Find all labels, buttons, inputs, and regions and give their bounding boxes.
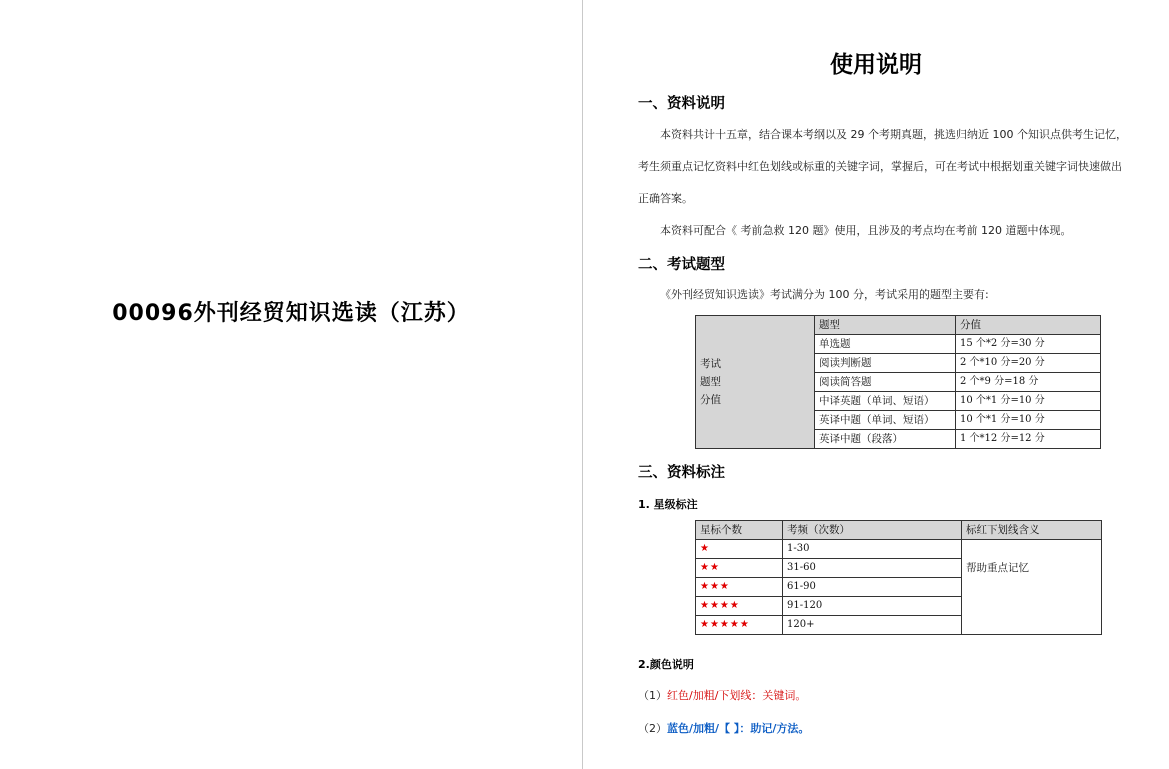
subheading-stars: 1. 星级标注 xyxy=(638,498,698,511)
star-rating: ★★★ xyxy=(696,578,783,597)
type-cell: 阅读判断题 xyxy=(815,354,956,373)
score-cell: 2 个*9 分=18 分 xyxy=(956,373,1101,392)
red-note-text: 红色/加粗/下划线：关键词。 xyxy=(667,689,807,702)
star-rating: ★★ xyxy=(696,559,783,578)
exam-intro: 《外刊经贸知识选读》考试满分为 100 分，考试采用的题型主要有: xyxy=(660,288,989,301)
table-row xyxy=(696,540,1102,559)
blue-note-text: 蓝色/加粗/【 】：助记/方法。 xyxy=(667,722,810,735)
side-label-line: 分值 xyxy=(700,394,721,406)
frequency-cell: 61-90 xyxy=(783,578,962,597)
type-cell: 英译中题（段落） xyxy=(815,430,956,449)
subheading-colors: 2.颜色说明 xyxy=(638,658,694,671)
type-cell: 中译英题（单词、短语） xyxy=(815,392,956,411)
column-header-frequency: 考频（次数） xyxy=(783,521,962,540)
score-cell: 10 个*1 分=10 分 xyxy=(956,411,1101,430)
exam-side-label xyxy=(696,316,815,449)
cover-title: 00096外刊经贸知识选读（江苏） xyxy=(112,301,470,326)
section-heading-3: 三、资料标注 xyxy=(638,465,725,481)
type-cell: 单选题 xyxy=(815,335,956,354)
frequency-cell: 91-120 xyxy=(783,597,962,616)
frequency-cell: 120+ xyxy=(783,616,962,635)
note-prefix: （1） xyxy=(638,689,667,702)
paragraph-line: 本资料可配合《 考前急救 120 题》使用，且涉及的考点均在考前 120 道题中体现。 xyxy=(660,224,1072,237)
left-page xyxy=(0,0,582,769)
column-header-score: 分值 xyxy=(956,316,1101,335)
note-prefix: （2） xyxy=(638,722,667,735)
star-rating: ★★★★ xyxy=(696,597,783,616)
section-heading-2: 二、考试题型 xyxy=(638,257,725,273)
side-label-line: 题型 xyxy=(700,376,721,388)
frequency-cell: 31-60 xyxy=(783,559,962,578)
star-table xyxy=(695,520,1102,635)
meaning-cell: 帮助重点记忆 xyxy=(962,540,1102,635)
star-rating: ★ xyxy=(696,540,783,559)
paragraph-line: 考生须重点记忆资料中红色划线或标重的关键字词，掌握后，可在考试中根据划重关键字词快速做出 xyxy=(638,160,1122,173)
score-cell: 10 个*1 分=10 分 xyxy=(956,392,1101,411)
paragraph-line: 本资料共计十五章，结合课本考纲以及 29 个考期真题，挑选归纳近 100 个知识点供考生记忆， xyxy=(660,128,1127,141)
side-label-line: 考试 xyxy=(700,358,721,370)
section-heading-1: 一、资料说明 xyxy=(638,96,725,112)
right-page xyxy=(583,0,1169,769)
exam-type-table xyxy=(695,315,1101,449)
column-header-stars: 星标个数 xyxy=(696,521,783,540)
score-cell: 1 个*12 分=12 分 xyxy=(956,430,1101,449)
type-cell: 阅读简答题 xyxy=(815,373,956,392)
type-cell: 英译中题（单词、短语） xyxy=(815,411,956,430)
score-cell: 2 个*10 分=20 分 xyxy=(956,354,1101,373)
frequency-cell: 1-30 xyxy=(783,540,962,559)
star-rating: ★★★★★ xyxy=(696,616,783,635)
column-header-type: 题型 xyxy=(815,316,956,335)
page-title: 使用说明 xyxy=(830,52,922,78)
column-header-meaning: 标红下划线含义 xyxy=(962,521,1102,540)
color-note-red xyxy=(638,687,1148,703)
color-note-blue xyxy=(638,720,1148,736)
paragraph-line: 正确答案。 xyxy=(638,192,693,205)
score-cell: 15 个*2 分=30 分 xyxy=(956,335,1101,354)
